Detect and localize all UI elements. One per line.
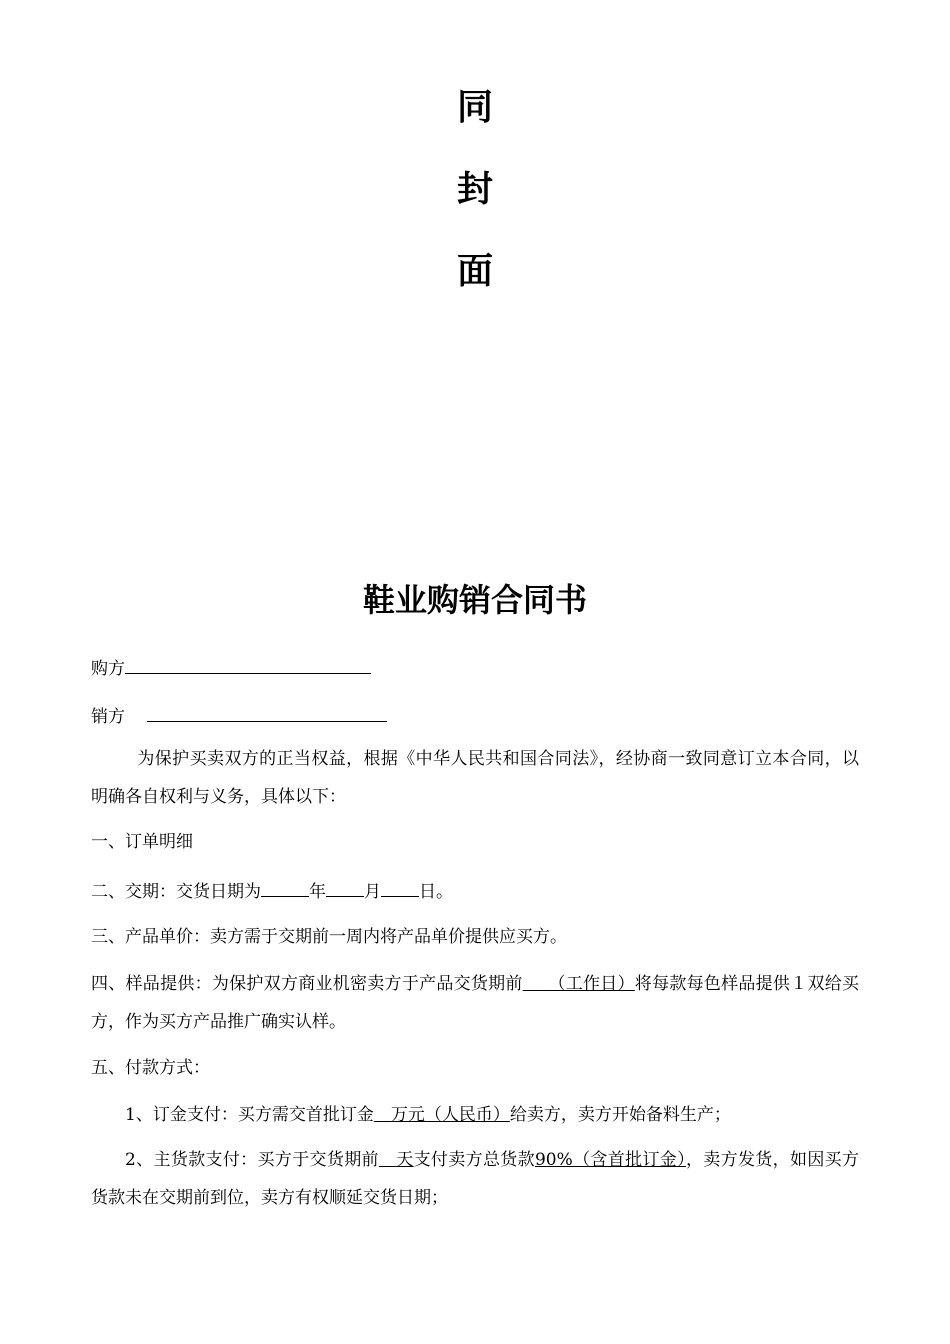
main-payment-percent: 90%（含首批订金） bbox=[534, 1150, 686, 1170]
year-blank bbox=[261, 878, 309, 897]
month-blank bbox=[326, 878, 364, 897]
day-label: 日。 bbox=[419, 882, 453, 902]
deposit-prefix: 1、订金支付：买方需交首批订金 bbox=[125, 1105, 374, 1125]
cover-char-1: 同 bbox=[456, 87, 493, 128]
samples-suffix: 将每款每色样品提供１双给买方，作为买方产品推广确实认样。 bbox=[91, 974, 860, 1032]
samples-prefix: 四、样品提供：为保护双方商业机密卖方于产品交货期前 bbox=[91, 974, 523, 994]
buyer-blank bbox=[125, 655, 371, 674]
samples-underlined: （工作日） bbox=[548, 974, 635, 994]
section-unit-price: 三、产品单价：卖方需于交期前一周内将产品单价提供应买方。 bbox=[91, 927, 567, 947]
buyer-line bbox=[91, 655, 371, 680]
delivery-prefix: 二、交期：交货日期为 bbox=[91, 882, 261, 902]
intro-text: 为保护买卖双方的正当权益，根据《中华人民共和国合同法》，经协商一致同意订立本合同，以明确各自权利与义务，具体以下： bbox=[91, 749, 859, 807]
day-blank bbox=[381, 878, 419, 897]
section-samples bbox=[91, 965, 859, 1041]
seller-blank bbox=[147, 703, 387, 722]
deposit-suffix: 给卖方，卖方开始备料生产； bbox=[509, 1105, 731, 1125]
payment-item-main bbox=[91, 1141, 859, 1217]
document-title: 鞋业购销合同书 bbox=[362, 581, 587, 619]
section-delivery bbox=[91, 878, 453, 903]
main-payment-days: 天 bbox=[395, 1150, 414, 1170]
section-order-details: 一、订单明细 bbox=[91, 832, 193, 852]
seller-label: 销方 bbox=[91, 707, 125, 727]
main-payment-prefix: 2、主货款支付：买方于交货期前 bbox=[125, 1150, 379, 1170]
seller-line bbox=[91, 703, 387, 728]
main-payment-suffix: ，卖方发货，如因买方货款未在交期前到位，卖方有权顺延交货日期； bbox=[91, 1150, 860, 1208]
section-payment: 五、付款方式： bbox=[91, 1058, 210, 1078]
month-label: 月 bbox=[364, 882, 381, 902]
cover-char-2: 封 bbox=[456, 169, 493, 210]
main-payment-middle: 支付卖方总货款 bbox=[413, 1150, 535, 1170]
deposit-underlined: 万元（人民币） bbox=[390, 1105, 510, 1125]
cover-char-3: 面 bbox=[456, 251, 493, 292]
payment-item-deposit bbox=[91, 1104, 731, 1126]
year-label: 年 bbox=[309, 882, 326, 902]
intro-paragraph bbox=[91, 740, 859, 816]
buyer-label: 购方 bbox=[91, 659, 125, 679]
